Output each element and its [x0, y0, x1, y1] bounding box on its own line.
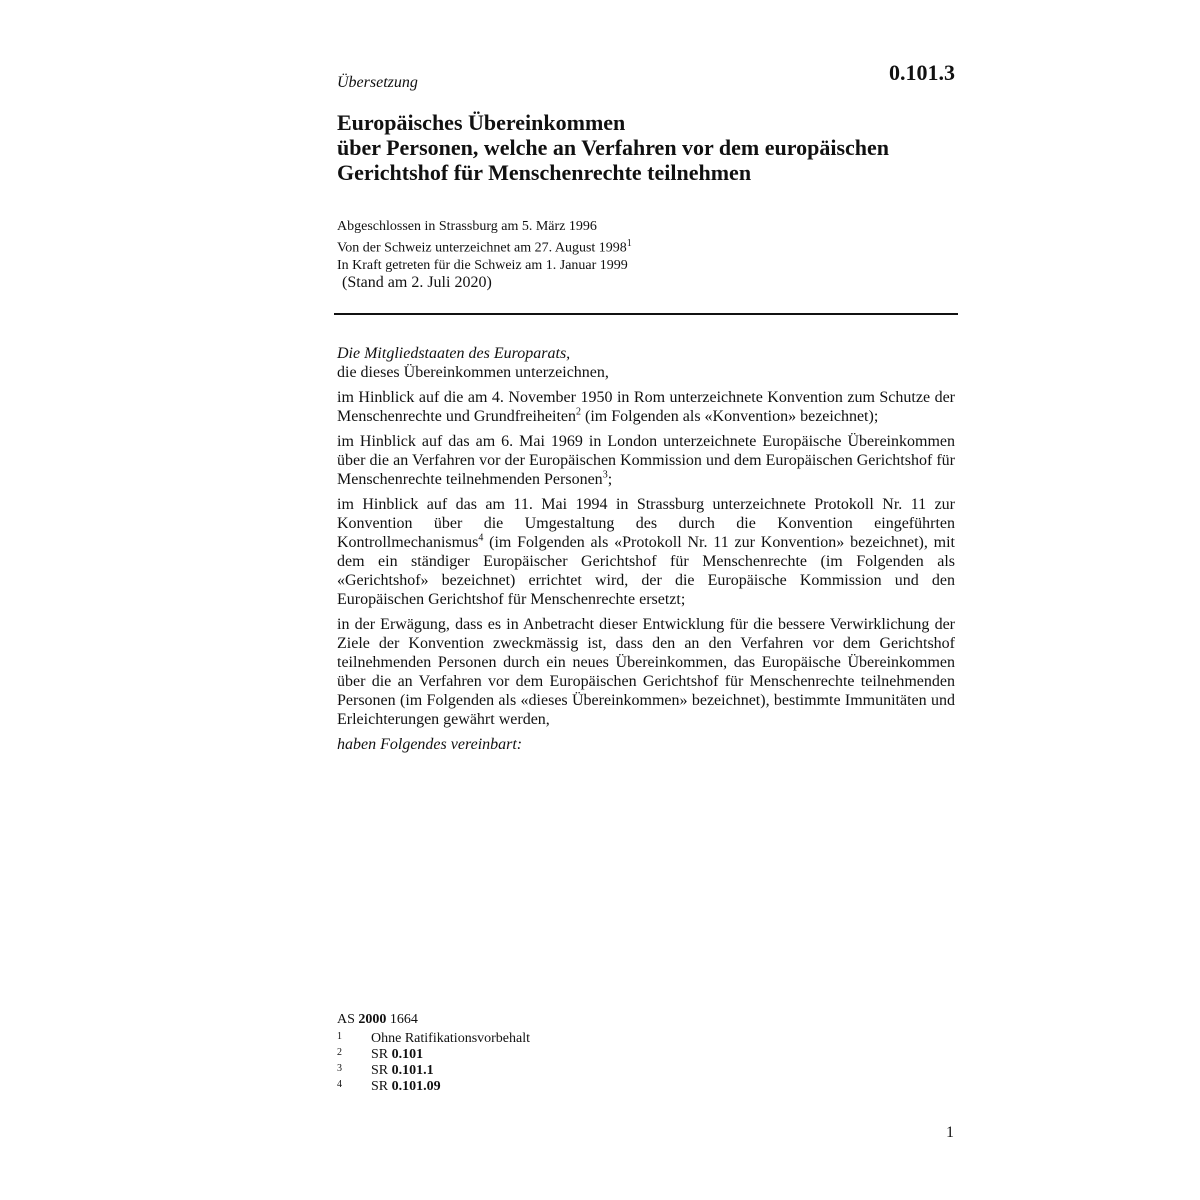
signed-date-text: Von der Schweiz unterzeichnet am 27. August 1998	[337, 240, 627, 256]
footnote-text	[371, 1063, 837, 1079]
footnote-number: 4	[337, 1079, 342, 1090]
footnote-text	[371, 1031, 837, 1047]
footnote-prefix: SR	[371, 1063, 392, 1078]
footnote-3	[337, 1063, 837, 1079]
footnote-ref-1[interactable]: 1	[626, 238, 632, 249]
preamble-paragraph-2	[337, 432, 955, 489]
footnote-sr-link[interactable]: 0.101.09	[391, 1079, 441, 1094]
footnote-number: 3	[337, 1063, 342, 1074]
footnote-prefix: SR	[371, 1047, 392, 1062]
footnote-ref-3[interactable]: 3	[602, 469, 608, 481]
document-title	[337, 110, 962, 185]
preamble-intro-italic: Die Mitgliedstaaten des Europarats,	[337, 345, 571, 362]
footnote-text	[371, 1079, 837, 1095]
preamble-paragraph-4: in der Erwägung, dass es in Anbetracht dieser Entwicklung für die bessere Verwirklichung der Ziele der Konvention zweckmässig ist, dass den an den Verfahren vor dem Gerichtshof teilnehmenden Personen durch ein neues Übereinkommen, das Europäische Übereinkommen über die an Verfahren vor dem Europäischen Gerichtshof für Menschenrechte teilnehmenden Personen (im Folgenden als «dieses Übereinkommen» bezeichnet), bestimmte Immunitäten und Erleichterungen gewährt werden,	[337, 616, 955, 728]
footnote-4	[337, 1079, 837, 1095]
signed-date	[337, 235, 957, 257]
status-date: (Stand am 2. Juli 2020)	[342, 274, 492, 291]
p1-text-b: (im Folgenden als «Konvention» bezeichnet);	[581, 408, 879, 425]
date-block	[337, 218, 957, 274]
source-year: 2000	[358, 1012, 387, 1027]
footnote-2	[337, 1047, 837, 1063]
preamble-paragraph-1	[337, 388, 955, 426]
source-page: 1664	[386, 1012, 418, 1027]
p2-text-b: ;	[607, 471, 613, 488]
source-prefix: AS	[337, 1012, 359, 1027]
official-source	[337, 1012, 418, 1028]
footnote-number: 2	[337, 1047, 342, 1058]
title-line-2: über Personen, welche an Verfahren vor dem europäischen	[337, 135, 890, 160]
footnote-prefix: SR	[371, 1079, 392, 1094]
footnote-sr-link[interactable]: 0.101.1	[391, 1063, 434, 1078]
footnote-sr-link[interactable]: 0.101	[391, 1047, 424, 1062]
footnote-1	[337, 1031, 837, 1047]
header-divider	[334, 313, 958, 315]
preamble-intro: die dieses Übereinkommen unterzeichnen,	[337, 364, 609, 381]
p3-text-a: im Hinblick auf das am 11. Mai 1994 in Strassburg unterzeichnete Protokoll Nr. 11 zur Konvention über die Umgestaltung des durch die Konvention eingeführten Kontrollmechanismus	[337, 496, 955, 551]
concluded-date: Abgeschlossen in Strassburg am 5. März 1996	[337, 219, 597, 234]
footnotes	[337, 1031, 837, 1095]
preamble-paragraph-3	[337, 495, 955, 609]
preamble	[337, 344, 955, 760]
footnote-ref-2[interactable]: 2	[576, 406, 582, 418]
title-line-1: Europäisches Übereinkommen	[337, 110, 626, 135]
title-line-3: Gerichtshof für Menschenrechte teilnehmen	[337, 160, 752, 185]
footnote-text	[371, 1047, 837, 1063]
in-force-date: In Kraft getreten für die Schweiz am 1. Januar 1999	[337, 257, 628, 273]
footnote-text-plain: Ohne Ratifikationsvorbehalt	[371, 1031, 531, 1046]
sr-number: 0.101.3	[889, 60, 955, 85]
p1-text-a: im Hinblick auf die am 4. November 1950 in Rom unterzeichnete Konvention zum Schutze der Menschenrechte und Grundfreiheiten	[337, 389, 955, 425]
translation-label: Übersetzung	[337, 74, 418, 91]
p3-text-b: (im Folgenden als «Protokoll Nr. 11 zur Konvention» bezeichnet), mit dem ein ständiger Europäischer Gerichtshof für Menschenrechte (im Folgenden als «Gerichtshof» bezeichnet) errichtet wird, der die Europäische Kommission und den Europäischen Gerichtshof für Menschenrechte ersetzt;	[337, 534, 955, 608]
footnote-ref-4[interactable]: 4	[478, 532, 484, 544]
preamble-closing: haben Folgendes vereinbart:	[337, 736, 523, 753]
page-number: 1	[946, 1124, 954, 1141]
footnote-number: 1	[337, 1031, 342, 1042]
p2-text-a: im Hinblick auf das am 6. Mai 1969 in London unterzeichnete Europäische Übereinkommen über die an Verfahren vor der Europäischen Kommission und dem Europäischen Gerichtshof für Menschenrechte teilnehmenden Personen	[337, 433, 955, 488]
